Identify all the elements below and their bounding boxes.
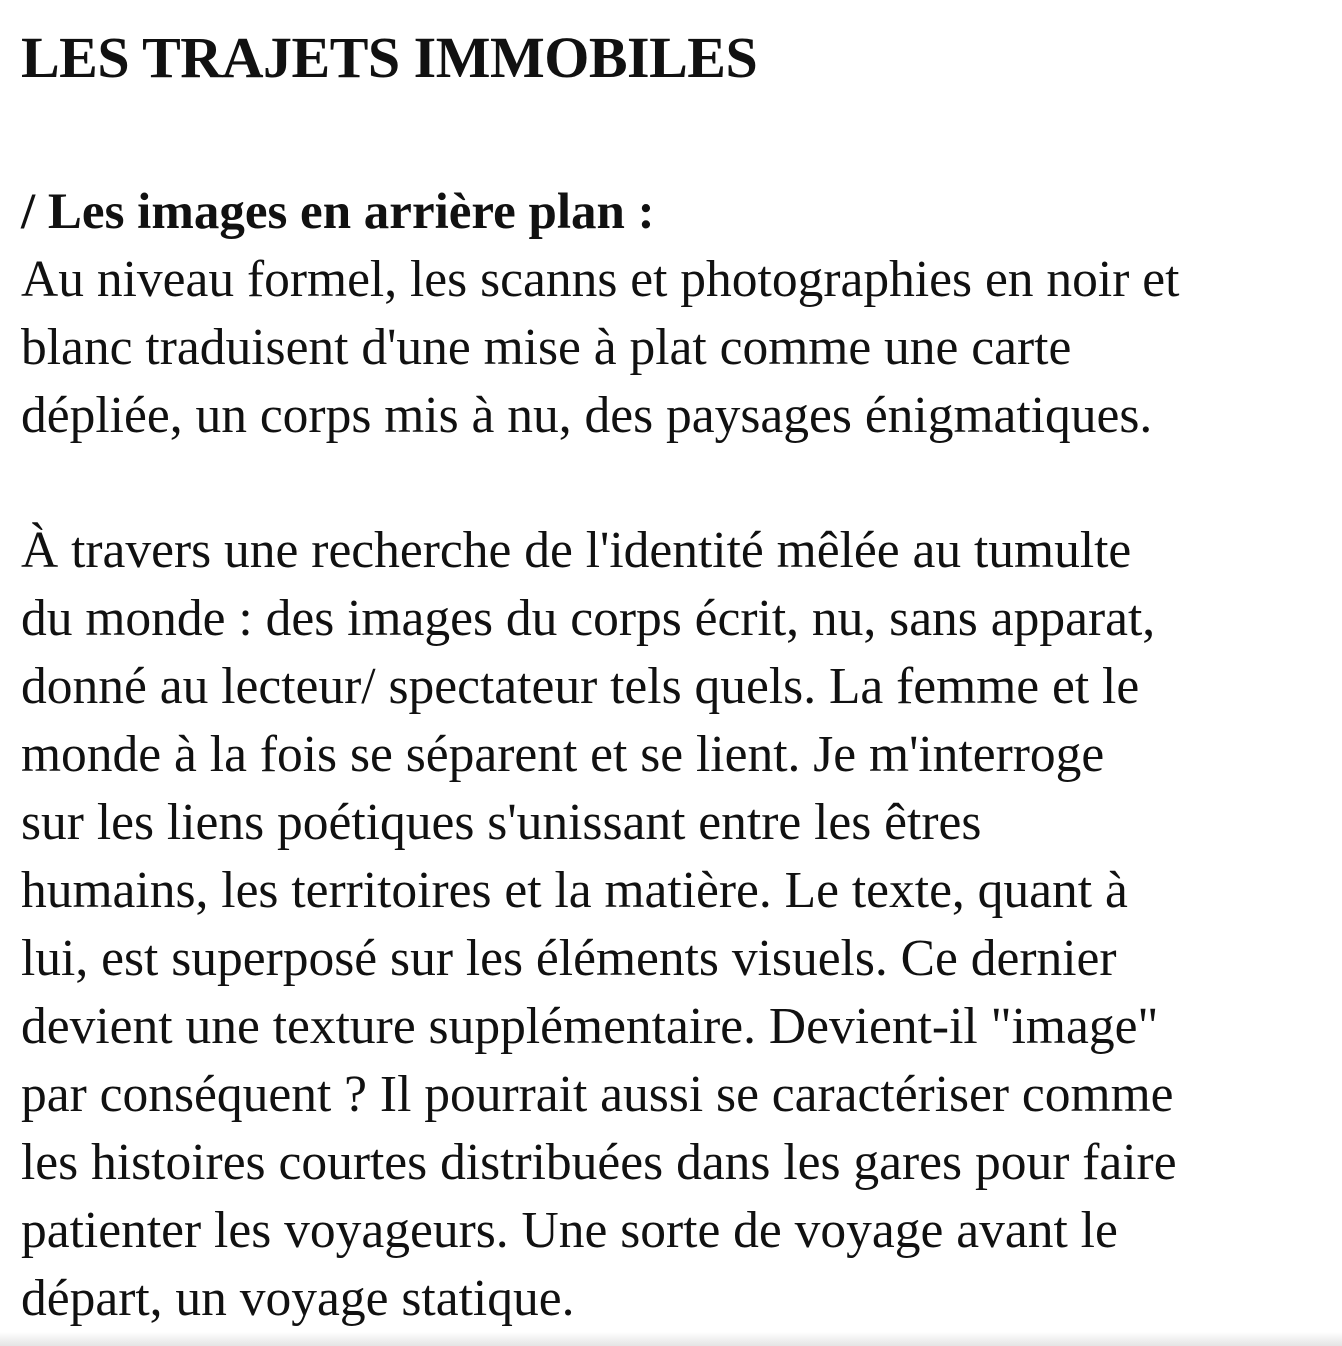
paragraph-identity-search — [21, 517, 1177, 1333]
text-line: devient une texture supplémentaire. Devient-il "image" — [21, 998, 1159, 1055]
document-title: LES TRAJETS IMMOBILES — [21, 25, 758, 90]
text-line: humains, les territoires et la matière. Le texte, quant à — [21, 862, 1128, 919]
bottom-edge-shadow — [0, 1332, 1342, 1346]
text-line: les histoires courtes distribuées dans les gares pour faire — [21, 1134, 1177, 1191]
section-heading: / Les images en arrière plan : — [21, 184, 655, 240]
text-line: par conséquent ? Il pourrait aussi se caractériser comme — [21, 1066, 1174, 1123]
text-line: lui, est superposé sur les éléments visuels. Ce dernier — [21, 930, 1117, 987]
text-line: patienter les voyageurs. Une sorte de voyage avant le — [21, 1202, 1118, 1259]
text-line: sur les liens poétiques s'unissant entre les êtres — [21, 794, 982, 851]
text-line: Au niveau formel, les scanns et photographies en noir et — [21, 251, 1180, 308]
text-line: blanc traduisent d'une mise à plat comme une carte — [21, 319, 1072, 376]
text-line: À travers une recherche de l'identité mêlée au tumulte — [21, 522, 1132, 579]
text-line: du monde : des images du corps écrit, nu, sans apparat, — [21, 590, 1156, 647]
paragraph-formal-level — [21, 246, 1179, 450]
text-line: départ, un voyage statique. — [21, 1270, 575, 1327]
text-line: donné au lecteur/ spectateur tels quels. La femme et le — [21, 658, 1140, 715]
text-line: dépliée, un corps mis à nu, des paysages énigmatiques. — [21, 387, 1153, 444]
text-line: monde à la fois se séparent et se lient. Je m'interroge — [21, 726, 1105, 783]
